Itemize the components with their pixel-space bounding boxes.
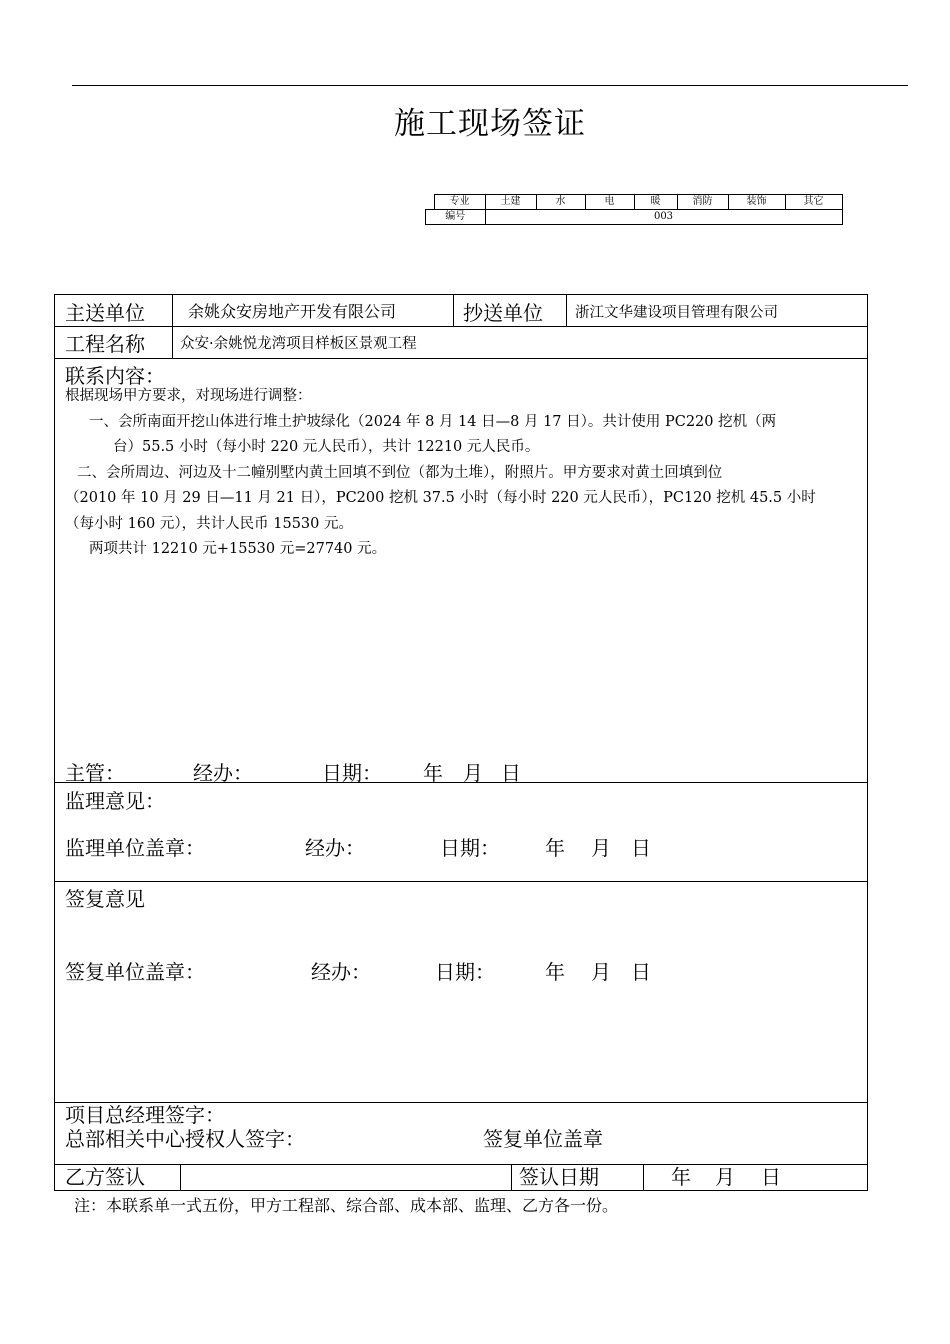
supervision-day: 日 xyxy=(631,836,651,860)
handler-label: 经办： xyxy=(193,761,253,785)
supervision-stamp: 监理单位盖章： xyxy=(65,836,205,860)
divider xyxy=(55,358,867,359)
content-item1-line1: 一、会所南面开挖山体进行堆土护坡绿化（2024 年 8 月 14 日—8 月 17 日）。共计使用 PC220 挖机（两 xyxy=(89,413,777,430)
classification-cell: 其它 xyxy=(785,195,842,210)
reply-year: 年 xyxy=(545,960,565,984)
project-label: 工程名称 xyxy=(65,332,145,356)
content-total: 两项共计 12210 元+15530 元=27740 元。 xyxy=(89,541,387,557)
cc-value: 浙江文华建设项目管理有限公司 xyxy=(575,305,778,321)
classification-cell: 专业 xyxy=(434,195,485,210)
confirm-month: 月 xyxy=(715,1165,735,1189)
cc-label: 抄送单位 xyxy=(463,301,543,325)
divider xyxy=(566,295,567,327)
divider xyxy=(55,1164,867,1165)
supervision-label: 监理意见： xyxy=(65,789,165,813)
supervision-handler: 经办： xyxy=(305,836,365,860)
header-rule xyxy=(72,85,908,86)
classification-cell: 土建 xyxy=(485,195,536,210)
classification-cell: 消防 xyxy=(677,195,728,210)
sender-label: 主送单位 xyxy=(65,301,145,325)
hq-sign-label: 总部相关中心授权人签字： xyxy=(65,1127,305,1151)
number-value: 003 xyxy=(485,210,842,225)
confirm-year: 年 xyxy=(671,1165,691,1189)
classification-cell: 水 xyxy=(536,195,585,210)
divider xyxy=(453,295,454,327)
reply-stamp-label: 签复单位盖章： xyxy=(65,960,205,984)
confirm-date-label: 签认日期 xyxy=(519,1165,599,1189)
content-item1-line2: 台）55.5 小时（每小时 220 元人民币），共计 12210 元人民币。 xyxy=(113,439,540,455)
supervisor-label: 主管： xyxy=(65,761,125,785)
classification-cell: 电 xyxy=(585,195,634,210)
confirm-day: 日 xyxy=(761,1165,781,1189)
divider xyxy=(643,1164,644,1191)
pm-sign-label: 项目总经理签字： xyxy=(65,1103,225,1127)
reply-month: 月 xyxy=(591,960,611,984)
divider xyxy=(55,881,867,882)
date-day: 日 xyxy=(501,761,521,785)
reply-day: 日 xyxy=(631,960,651,984)
classification-table xyxy=(425,194,843,225)
reply-stamp: 签复单位盖章 xyxy=(483,1127,603,1151)
reply-handler: 经办： xyxy=(311,960,371,984)
supervision-date: 日期： xyxy=(440,836,500,860)
classification-number-row xyxy=(426,210,843,225)
classification-cell: 暖 xyxy=(634,195,677,210)
supervision-month: 月 xyxy=(591,836,611,860)
content-intro: 根据现场甲方要求，对现场进行调整： xyxy=(65,388,312,404)
content-item2-line3: （每小时 160 元），共计人民币 15530 元。 xyxy=(65,515,353,532)
content-label: 联系内容： xyxy=(65,364,165,388)
classification-cell: 装饰 xyxy=(728,195,785,210)
partyb-label: 乙方签认 xyxy=(65,1165,145,1189)
number-label: 编号 xyxy=(426,210,486,225)
divider xyxy=(511,1164,512,1191)
project-value: 众安·余姚悦龙湾项目样板区景观工程 xyxy=(180,336,417,352)
footnote: 注：本联系单一式五份，甲方工程部、综合部、成本部、监理、乙方各一份。 xyxy=(74,1196,619,1215)
divider xyxy=(55,326,867,327)
content-item2-line1: 二、会所周边、河边及十二幢别墅内黄土回填不到位（都为土堆），附照片。甲方要求对黄土回填到位 xyxy=(77,464,723,481)
content-body xyxy=(65,384,863,563)
classification-header-row xyxy=(426,195,843,210)
date-year: 年 xyxy=(423,761,443,785)
reply-label: 签复意见 xyxy=(65,887,145,911)
content-item2-line2: （2010 年 10 月 29 日—11 月 21 日），PC200 挖机 37.5 小时（每小时 220 元人民币），PC120 挖机 45.5 小时 xyxy=(65,490,816,506)
divider xyxy=(180,1164,181,1191)
date-month: 月 xyxy=(463,761,483,785)
divider xyxy=(55,782,867,783)
sender-value: 余姚众安房地产开发有限公司 xyxy=(188,302,397,321)
supervision-year: 年 xyxy=(545,836,565,860)
page-title: 施工现场签证 xyxy=(394,106,586,142)
date-label: 日期： xyxy=(322,761,382,785)
classification-spacer xyxy=(426,195,435,210)
site-visa-form xyxy=(54,294,868,1191)
divider xyxy=(172,295,173,359)
reply-date: 日期： xyxy=(435,960,495,984)
